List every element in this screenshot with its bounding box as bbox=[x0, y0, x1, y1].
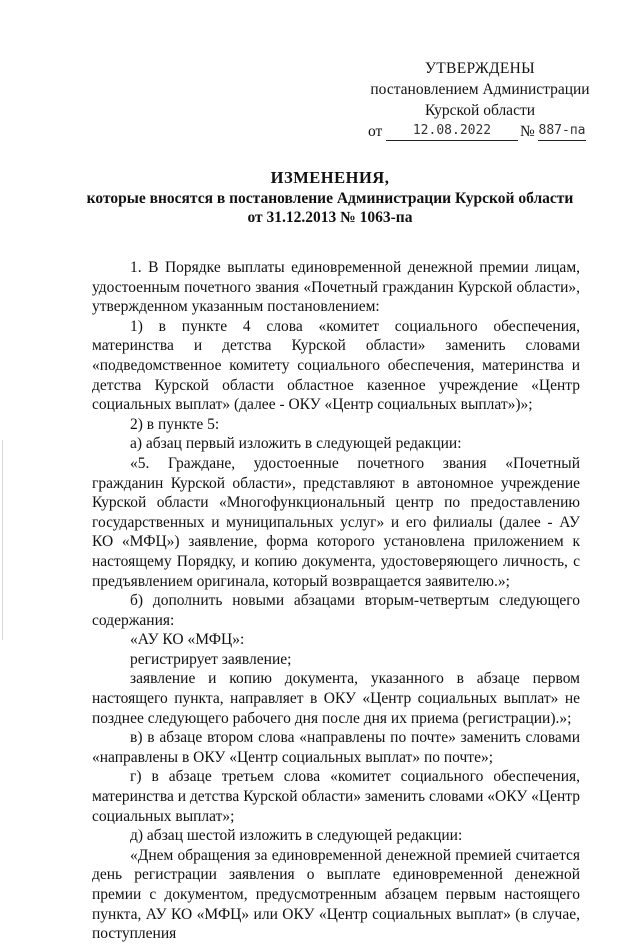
number-prefix: № bbox=[520, 123, 535, 140]
paragraph: заявление и копию документа, указанного в абзаце первом настоящего пункта, направляет в ОКУ «Центр социальных выплат» не позднее следующего рабочего дня после дня их приема (регистрации).»; bbox=[92, 670, 580, 727]
paragraph: г) в абзаце третьем слова «комитет социального обеспечения, материнства и детства Курской области» заменить словами «ОКУ «Центр социальных выплат»; bbox=[92, 768, 580, 825]
paragraph: «Днем обращения за единовременной денежной премией считается день регистрации заявления о выплате единовременной денежной премии с документом, предусмотренным абзацем первым настоящего пункта, АУ КО «МФЦ» или ОКУ «Центр социальных выплат» (в случае, поступления bbox=[92, 846, 580, 943]
heading-title: ИЗМЕНЕНИЯ, bbox=[270, 168, 390, 187]
paragraph: регистрирует заявление; bbox=[130, 650, 292, 668]
approval-number: 887-па bbox=[538, 121, 586, 141]
heading-subtitle-1: которые вносятся в постановление Администрации Курской области bbox=[86, 190, 574, 207]
approval-date-line bbox=[360, 121, 600, 142]
paragraph: б) дополнить новыми абзацами вторым-четвертым следующего содержания: bbox=[92, 592, 580, 629]
heading-subtitle-2: от 31.12.2013 № 1063-па bbox=[247, 209, 413, 226]
paragraph: 1. В Порядке выплаты единовременной денежной премии лицам, удостоенным почетного звания «Почетный гражданин Курской области», утвержденном указанным постановлением: bbox=[92, 259, 580, 316]
paragraph: а) абзац первый изложить в следующей редакции: bbox=[130, 435, 462, 453]
approval-block bbox=[360, 58, 600, 142]
document-body bbox=[92, 258, 580, 944]
date-prefix: от bbox=[368, 123, 383, 140]
approval-line-2: Курской области bbox=[424, 102, 536, 119]
paragraph: 2) в пункте 5: bbox=[130, 415, 220, 433]
paragraph: «АУ КО «МФЦ»: bbox=[130, 631, 245, 649]
approval-date: 12.08.2022 bbox=[386, 121, 518, 141]
document-heading bbox=[40, 168, 620, 227]
paragraph: «5. Граждане, удостоенные почетного звания «Почетный гражданин Курской области», представляют в автономное учреждение Курской области «Многофункциональный центр по предоставлению государственных и муниципальных услуг» и его филиалы (далее - АУ КО «МФЦ») заявление, форма которого установлена приложением к настоящему Порядку, и копию документа, удостоверяющего личность, с предъявлением оригинала, который возвращается заявителю.»; bbox=[92, 454, 580, 590]
approval-line-1: постановлением Администрации bbox=[370, 81, 590, 98]
paragraph: 1) в пункте 4 слова «комитет социального обеспечения, материнства и детства Курской области» заменить словами «подведомственное комитету социального обеспечения, материнства и детства Курской области областное казенное учреждение «Центр социальных выплат» (далее - ОКУ «Центр социальных выплат»)»; bbox=[92, 317, 580, 414]
paragraph: д) абзац шестой изложить в следующей редакции: bbox=[130, 827, 463, 845]
approval-title: УТВЕРЖДЕНЫ bbox=[425, 60, 535, 77]
scan-edge-mark bbox=[2, 440, 3, 640]
paragraph: в) в абзаце втором слова «направлены по почте» заменить словами «направлены в ОКУ «Центр социальных выплат» по почте»; bbox=[92, 729, 580, 766]
